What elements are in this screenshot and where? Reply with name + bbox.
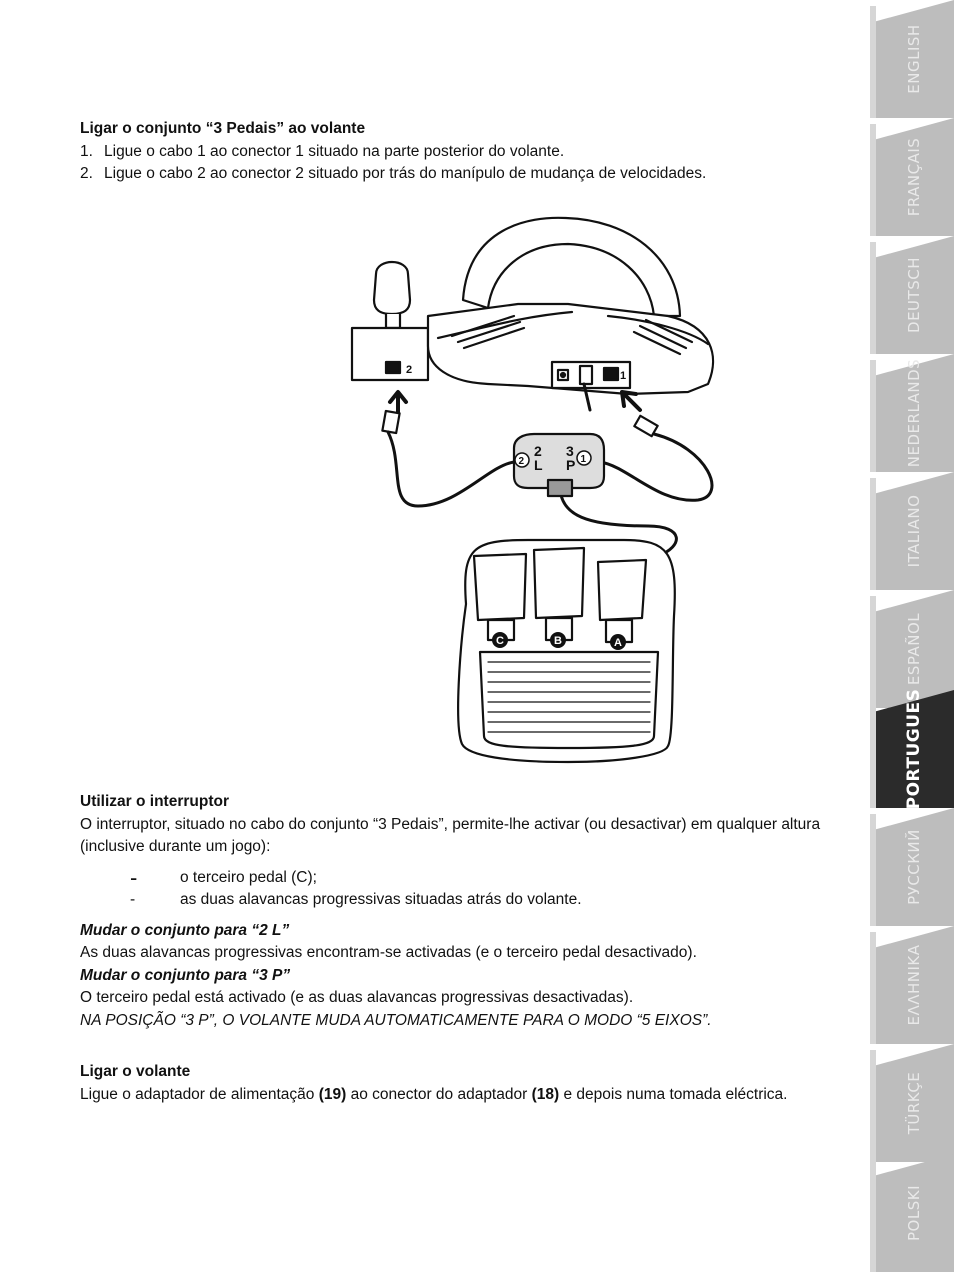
step-text: Ligue o cabo 2 ao conector 2 situado por trás do manípulo de mudança de velocidades. [104, 165, 707, 182]
language-tabs [866, 0, 954, 1272]
tab-francais[interactable] [866, 118, 954, 236]
tab-label: ITALIANO [905, 494, 923, 568]
port-label-1: 1 [620, 370, 627, 382]
ref-number: (18) [531, 1085, 560, 1103]
bullet-item [80, 889, 860, 912]
pedal-label-c: C [496, 635, 504, 647]
mode-3p-heading: Mudar o conjunto para “3 P” [80, 966, 291, 984]
section-heading: Utilizar o interruptor [80, 793, 229, 810]
cable-label-2: 2 [518, 456, 525, 467]
section-intro: O interruptor, situado no cabo do conjunto “3 Pedais”, permite-lhe activar (ou desactivar) em qualquer altura (inclusive durante um jogo): [80, 815, 821, 855]
tab-polski[interactable] [866, 1154, 954, 1272]
text-part: e depois numa tomada eléctrica. [559, 1085, 788, 1103]
text-part: ao conector do adaptador [346, 1085, 532, 1103]
pedal-label-b: B [554, 635, 562, 647]
tab-label: NEDERLANDS [905, 358, 923, 468]
mode-2l-text: As duas alavancas progressivas encontram-se activadas (e o terceiro pedal desactivado). [80, 944, 697, 961]
connect-wheel-section [80, 1061, 860, 1106]
switch-usage-section [80, 791, 860, 1032]
ref-number: (19) [318, 1085, 347, 1103]
tab-label: POLSKI [905, 1185, 923, 1241]
bullet-text: o terceiro pedal (C); [180, 868, 317, 886]
tab-label: TÜRKÇE [905, 1071, 923, 1135]
port-label-2: 2 [406, 364, 413, 376]
bullet-dash: - [130, 864, 138, 890]
step-text: Ligue o cabo 1 ao conector 1 situado na parte posterior do volante. [104, 142, 565, 160]
arrow-diagonal-icon [622, 392, 640, 410]
tab-turkce[interactable] [866, 1044, 954, 1162]
gear-shift-knob [374, 262, 410, 328]
tab-label: ESPAÑOL [905, 612, 923, 686]
bullet-item [80, 864, 860, 890]
tab-english[interactable] [866, 0, 954, 118]
cable-plug-2 [382, 411, 399, 433]
switch-label-2: 2 [534, 443, 542, 459]
connect-pedals-section [80, 118, 706, 186]
section-text [80, 1084, 860, 1107]
bullet-dash: - [130, 891, 136, 908]
switch-label-3: 3 [566, 443, 574, 459]
steering-wheel-rim [463, 218, 680, 316]
tab-label: ΕΛΛΗΝΙΚΑ [905, 944, 923, 1026]
step-item [80, 163, 706, 186]
tab-deutsch[interactable] [866, 236, 954, 354]
text-part: Ligue o adaptador de alimentação [80, 1085, 319, 1103]
arrow-up-icon [390, 392, 406, 412]
cable-label-1: 1 [580, 454, 587, 465]
step-number: 2. [80, 165, 93, 182]
section-heading: Ligar o conjunto “3 Pedais” ao volante [80, 120, 366, 137]
pedal-label-a: A [614, 637, 622, 649]
mode-3p-text: O terceiro pedal está activado (e as duas alavancas progressivas desactivadas). [80, 989, 634, 1006]
bullet-text: as duas alavancas progressivas situadas atrás do volante. [180, 891, 582, 908]
tab-italiano[interactable] [866, 472, 954, 590]
tab-nederlands[interactable] [866, 354, 954, 472]
tab-label: FRANÇAIS [905, 137, 923, 217]
step-item [80, 141, 706, 164]
step-number: 1. [80, 142, 93, 160]
tab-label: PORTUGUES [904, 688, 924, 810]
tab-label: DEUTSCH [905, 257, 923, 333]
tab-greek[interactable] [866, 926, 954, 1044]
mode-3p-note: NA POSIÇÃO “3 P”, O VOLANTE MUDA AUTOMATICAMENTE PARA O MODO “5 EIXOS”. [80, 1011, 712, 1029]
mode-2l-heading: Mudar o conjunto para “2 L” [80, 921, 290, 939]
tab-label: РУССКИЙ [905, 829, 923, 905]
tab-label: ENGLISH [905, 24, 923, 94]
section-heading: Ligar o volante [80, 1063, 191, 1080]
tab-russian[interactable] [866, 808, 954, 926]
switch-label-p: P [566, 457, 576, 473]
tab-portugues[interactable] [866, 690, 954, 808]
wheel-pedals-connection-illustration [328, 216, 742, 768]
switch-label-l: L [534, 457, 543, 473]
